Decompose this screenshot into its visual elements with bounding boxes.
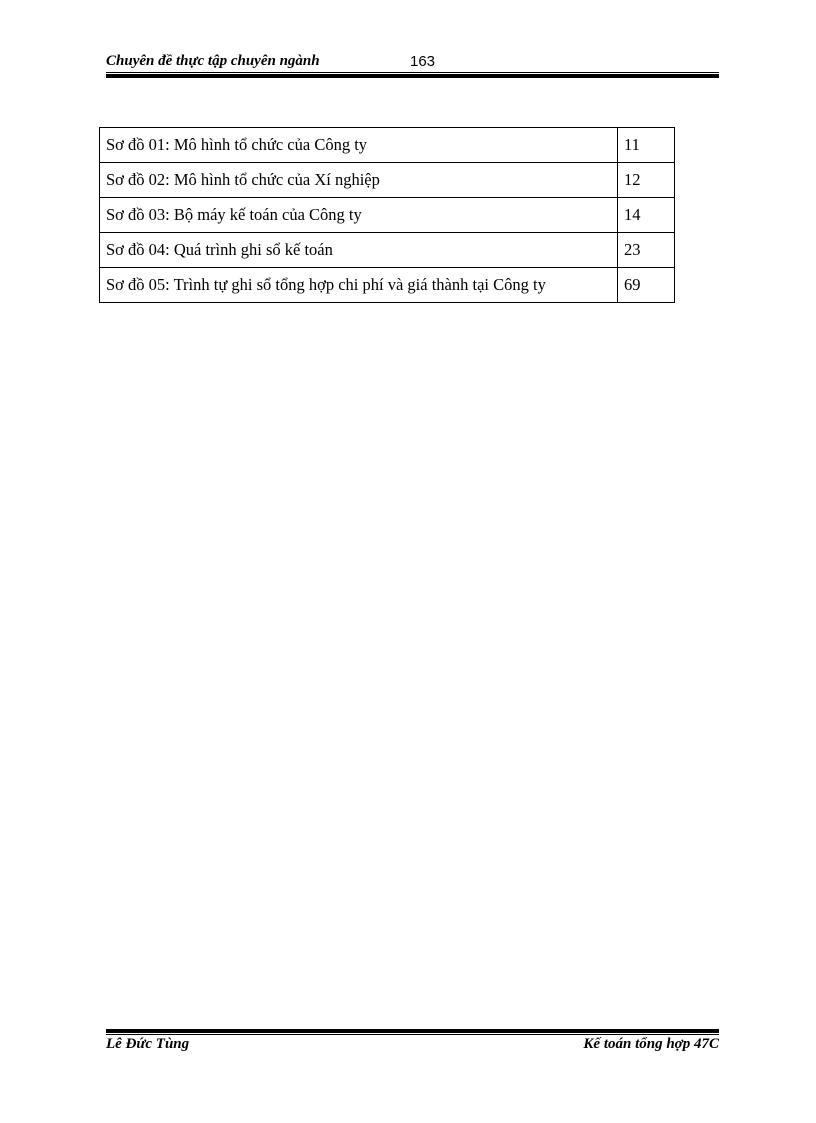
header-rule [106, 72, 719, 78]
footer-class: Kế toán tổng hợp 47C [583, 1036, 719, 1052]
diagram-page: 14 [618, 198, 675, 233]
table-row [100, 268, 675, 303]
footer-author: Lê Đức Tùng [106, 1036, 190, 1052]
page-number: 163 [410, 53, 436, 70]
diagram-page: 12 [618, 163, 675, 198]
diagram-label: Sơ đồ 01: Mô hình tổ chức của Công ty [100, 128, 618, 163]
table-row [100, 198, 675, 233]
header-title: Chuyên đề thực tập chuyên ngành [106, 53, 320, 69]
table-row [100, 163, 675, 198]
diagram-label: Sơ đồ 03: Bộ máy kế toán của Công ty [100, 198, 618, 233]
diagram-label: Sơ đồ 04: Quá trình ghi sổ kế toán [100, 233, 618, 268]
diagram-page: 11 [618, 128, 675, 163]
table-row [100, 128, 675, 163]
diagram-label: Sơ đồ 05: Trình tự ghi sổ tổng hợp chi phí và giá thành tại Công ty [100, 268, 618, 303]
diagram-page: 23 [618, 233, 675, 268]
diagram-list-table [99, 127, 675, 303]
table-row [100, 233, 675, 268]
diagram-page: 69 [618, 268, 675, 303]
footer-rule [106, 1029, 719, 1035]
diagram-label: Sơ đồ 02: Mô hình tổ chức của Xí nghiệp [100, 163, 618, 198]
